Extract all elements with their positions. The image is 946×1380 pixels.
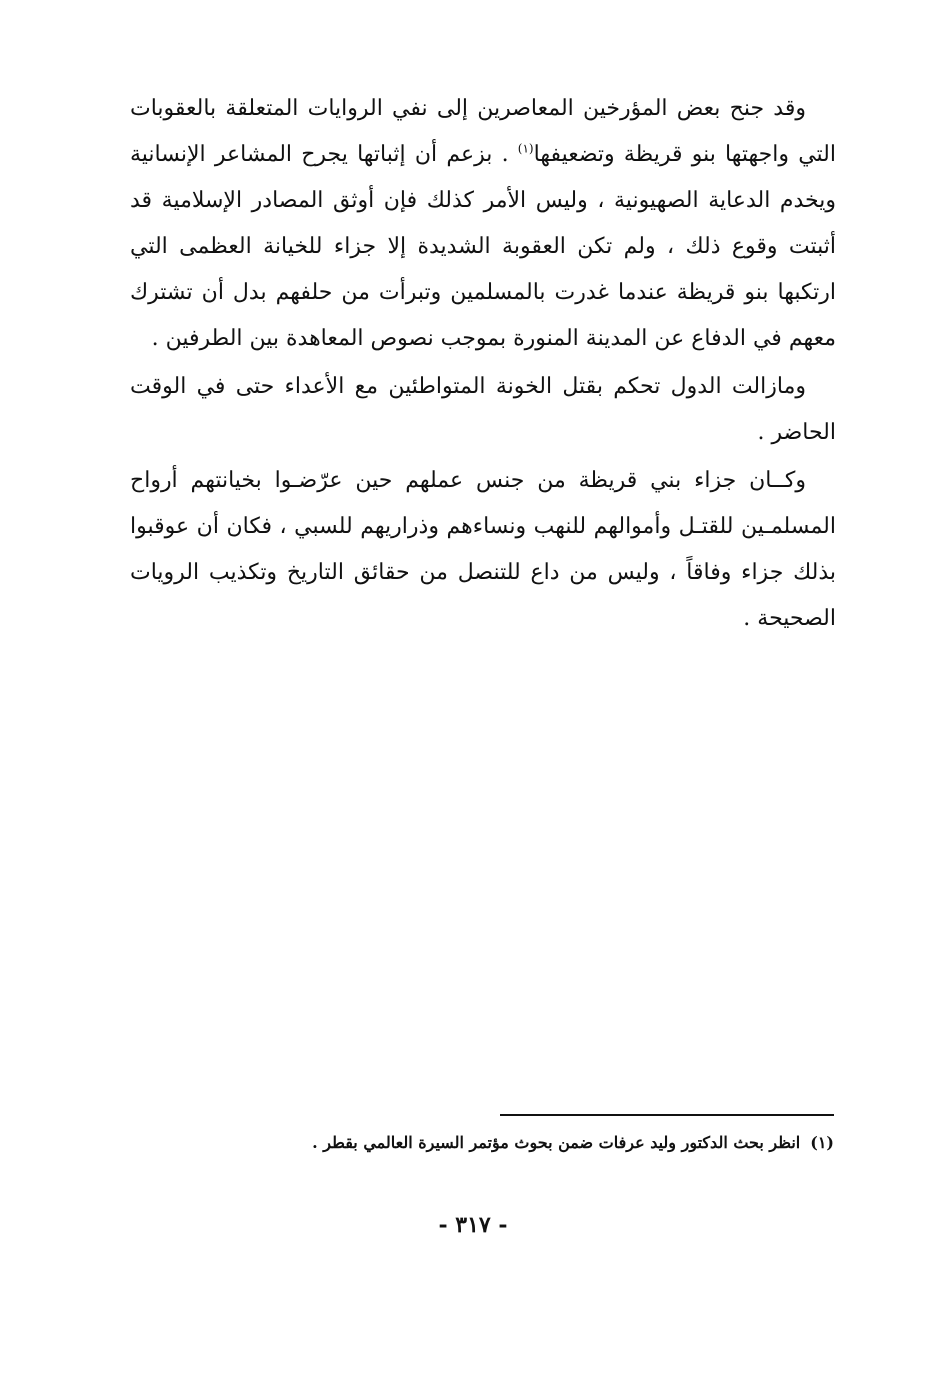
footnote-reference: (١) xyxy=(517,141,534,156)
page-number xyxy=(0,1212,946,1238)
paragraph-2: ومازالت الدول تحكم بقتل الخونة المتواطئين مع الأعداء حتى في الوقت الحاضر . xyxy=(130,374,836,445)
footnote-separator xyxy=(500,1114,834,1116)
page-number-text: - ٣١٧ - xyxy=(438,1212,508,1238)
footnote-number: (١) xyxy=(810,1133,834,1152)
footnote xyxy=(128,1128,834,1158)
paragraph-1 xyxy=(130,86,836,362)
main-text xyxy=(130,86,836,642)
paragraph-3: وكــان جزاء بني قريظة من جنس عملهم حين عرّضـوا بخيانتهم أرواح المسلمـين للقتـل وأموالهم للنهب ونساءهم وذراريهم للسبي ، فكان أن عوقبوا بذلك جزاء وفاقاً ، وليس من داع للتنصل من حقائق التاريخ وتكذيب الرويات الصحيحة . xyxy=(130,468,836,631)
paragraph-1-text-a: وقد جنح بعض المؤرخين المعاصرين إلى نفي الروايات المتعلقة بالعقوبات التي واجهتها بنو قريظة وتضعيفها xyxy=(130,96,836,167)
paragraph-1-text-b: . بزعم أن إثباتها يجرح المشاعر الإنسانية ويخدم الدعاية الصهيونية ، وليس الأمر كذلك فإن أوثق المصادر الإسلامية قد أثبتت وقوع ذلك ، ولم تكن العقوبة الشديدة إلا جزاء للخيانة العظمى التي ارتكبها بنو قريظة عندما غدرت بالمسلمين وتبرأت من حلفهم بدل أن تشترك معهم في الدفاع عن المدينة المنورة بموجب نصوص المعاهدة بين الطرفين . xyxy=(130,142,837,351)
footnote-text: انظر بحث الدكتور وليد عرفات ضمن بحوث مؤتمر السيرة العالمي بقطر . xyxy=(312,1133,801,1152)
